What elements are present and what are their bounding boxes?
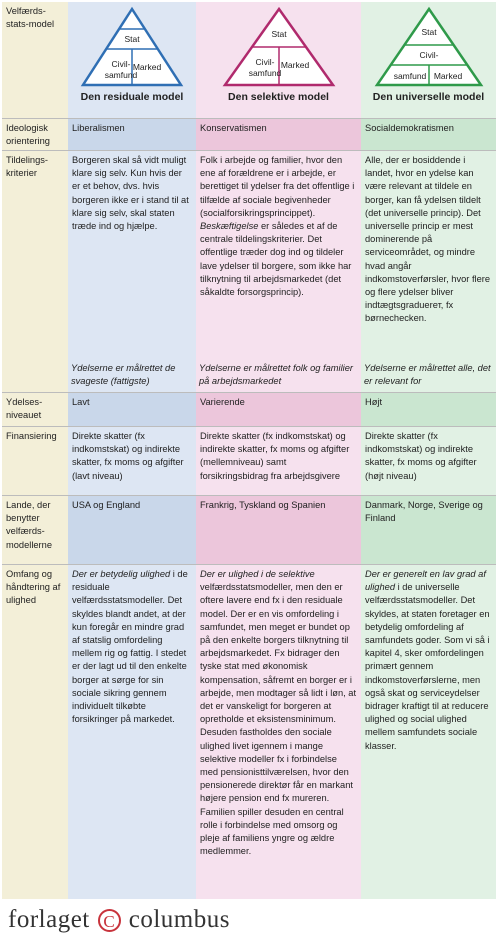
cell-ideologisk-selective: Konservatismen [196,119,361,150]
logo-c-icon: C [98,909,121,932]
svg-text:Marked: Marked [280,60,309,70]
svg-text:samfund: samfund [104,70,138,80]
row-label-tildeling: Tildelings-kriterier [2,151,68,392]
note-tildeling-selective: Ydelserne er målrettet folk og familier på arbejdsmarkedet [199,362,353,386]
logo-text-right: columbus [128,906,230,933]
row-omfang [2,565,496,899]
header-label: Velfærds-stats-model [2,2,68,118]
text-omfang-residual-em: Der er betydelig ulighed [72,569,171,579]
cell-lande-selective: Frankrig, Tyskland og Spanien [196,496,361,564]
row-label-omfang: Omfang og håndtering af ulighed [2,565,68,899]
model-residual [68,2,196,118]
triangle-residual-icon [77,5,187,89]
cell-omfang-universal [361,565,496,899]
row-lande [2,496,496,565]
triangle-universal-icon [371,5,487,89]
text-tildeling-universal: Alle, der er bosiddende i landet, hvor en ydelse kan være relevant at tildele en borger, kan få ydelsen tildelt (det universelle princip). Det universelle princip er mest dominerende på serviceområdet, og mindre hvad angår indkomstoverførsler, hvor flere og flere ydelser bliver indtægtsgraduerет, fx børnechecken. [365,155,491,324]
welfare-model-table [2,2,496,899]
publisher-logo [8,906,230,934]
note-tildeling-universal: Ydelserne er målrettet alle, det er relevant for [364,362,491,386]
cell-niveau-residual: Lavt [68,393,196,426]
triangle-selective-icon [219,5,339,89]
row-finansiering [2,427,496,496]
cell-omfang-residual [68,565,196,899]
text-omfang-residual: i de residuale velfærdsstatsmodeller. Det skyldes blandt andet, at der kun foregår en mindre grad af statslig omfordeling mellem rig og fattig. I stedet er der lagt ud til den enkelte borger at sørge for sin sociale sikring gennem individuelt tilkøbte forsikringer på markedet. [72,569,188,725]
row-label-ideologisk: Ideologisk orientering [2,119,68,150]
cell-tildeling-selective [196,151,361,392]
model-selective [196,2,361,118]
text-omfang-universal-em: Der er generelt en lav grad af ulighed [365,569,486,593]
header-row [2,2,496,119]
row-label-finansiering: Finansiering [2,427,68,495]
cell-tildeling-residual [68,151,196,392]
svg-text:samfund: samfund [248,68,281,78]
cell-finansiering-universal: Direkte skatter (fx indkomstskat) og indirekte skatter, fx moms og afgifter (højt niveau) [361,427,496,495]
row-label-lande: Lande, der benytter velfærds-modellerne [2,496,68,564]
model-title-residual: Den residuale model [80,91,184,103]
model-title-universal: Den universelle model [372,91,485,103]
svg-text:Marked: Marked [433,71,462,81]
cell-lande-universal: Danmark, Norge, Sverige og Finland [361,496,496,564]
cell-finansiering-selective: Direkte skatter (fx indkomstskat) og indirekte skatter, fx moms og afgifter (mellemniveau) samt forsikringsbidrag fra arbejdsgivere [196,427,361,495]
svg-text:Civil-: Civil- [111,59,131,69]
row-ideologisk [2,119,496,151]
text-omfang-selective-em: Der er ulighed i de selektive [200,569,315,579]
model-universal [361,2,496,118]
text-tildeling-selective-a: Folk i arbejde og familier, hvor den ene af forældrene er i arbejde, er berettiget til ydelser fra det offentlige i tilfælde af sociale begivenheder (socialforsikringsprincippet). [200,155,355,218]
cell-lande-residual: USA og England [68,496,196,564]
text-omfang-universal: i de universelle velfærdsstatsmodeller. Det skyldes, at staten foretager en betydelig omfordeling af samfundets goder. Som vi så i kapitel 4, sker omfordelingen primært gennem indkomstoverførslerne, men også skat og serviceydelser bidrager kraftigt til at reducere ulighed og social ulighed mellem samfundets sociale klasser. [365,582,490,751]
row-label-niveau: Ydelses-niveauet [2,393,68,426]
svg-text:samfund: samfund [393,71,426,81]
row-tildeling [2,151,496,393]
svg-text:Stat: Stat [270,29,287,39]
text-omfang-selective: velfærdsstatsmodeller, men den er oftere lavere end fx i den residuale model. Der er en vis omfordeling i samfundet, men meget er bundet op på den enkelte borgers tilknytning til arbejdsmarkedet. Fx bidrager den tyske stat med økonomisk kompensation, såfremt en borger er i arbejde, men modtager så lidt i løn, at det er vanskeligt for borgeren at opretholde et eksistensminimum. Desuden fastholdes den sociale ulighed livet igennem i mange selektive modeller fx i forbindelse med pensionisttilværelsen, hvor den pensionerede direktør får en markant højere pension end fx mureren. Familien spiller desuden en central rolle i forbindelse med omsorg og pleje af familiens yngre og ældre medlemmer. [200,582,357,857]
text-tildeling-selective-em: Beskæftigelse [200,221,259,232]
text-tildeling-residual: Borgeren skal så vidt muligt klare sig selv. Kun hvis der er et behov, dvs. hvis borgeren ikke er i stand til at klare sig selv, skal staten træde ind og hjælpe. [72,155,189,232]
cell-ideologisk-universal: Socialdemokratismen [361,119,496,150]
svg-text:Civil-: Civil- [419,50,438,60]
text-tildeling-selective-b: er således et af de centrale tildelingskriterier. Det offentlige træder dog ind og tildeler lave ydelser til borgere, som ikke har tilknytning til arbejdsmarkedet (det såkaldte forsorgsprincip). [200,221,352,298]
model-title-selective: Den selektive model [228,91,329,103]
cell-omfang-selective [196,565,361,899]
svg-text:Stat: Stat [420,27,437,37]
cell-niveau-selective: Varierende [196,393,361,426]
cell-finansiering-residual: Direkte skatter (fx indkomstskat) og indirekte skatter, fx moms og afgifter (lavt niveau) [68,427,196,495]
cell-ideologisk-residual: Liberalismen [68,119,196,150]
cell-niveau-universal: Højt [361,393,496,426]
logo-text-left: forlaget [8,906,90,933]
row-niveau [2,393,496,427]
cell-tildeling-universal [361,151,496,392]
svg-text:Civil-: Civil- [255,57,274,67]
note-tildeling-residual: Ydelserne er målrettet de svageste (fattigste) [71,362,176,386]
svg-text:Stat: Stat [124,34,140,44]
svg-text:Marked: Marked [132,62,162,72]
